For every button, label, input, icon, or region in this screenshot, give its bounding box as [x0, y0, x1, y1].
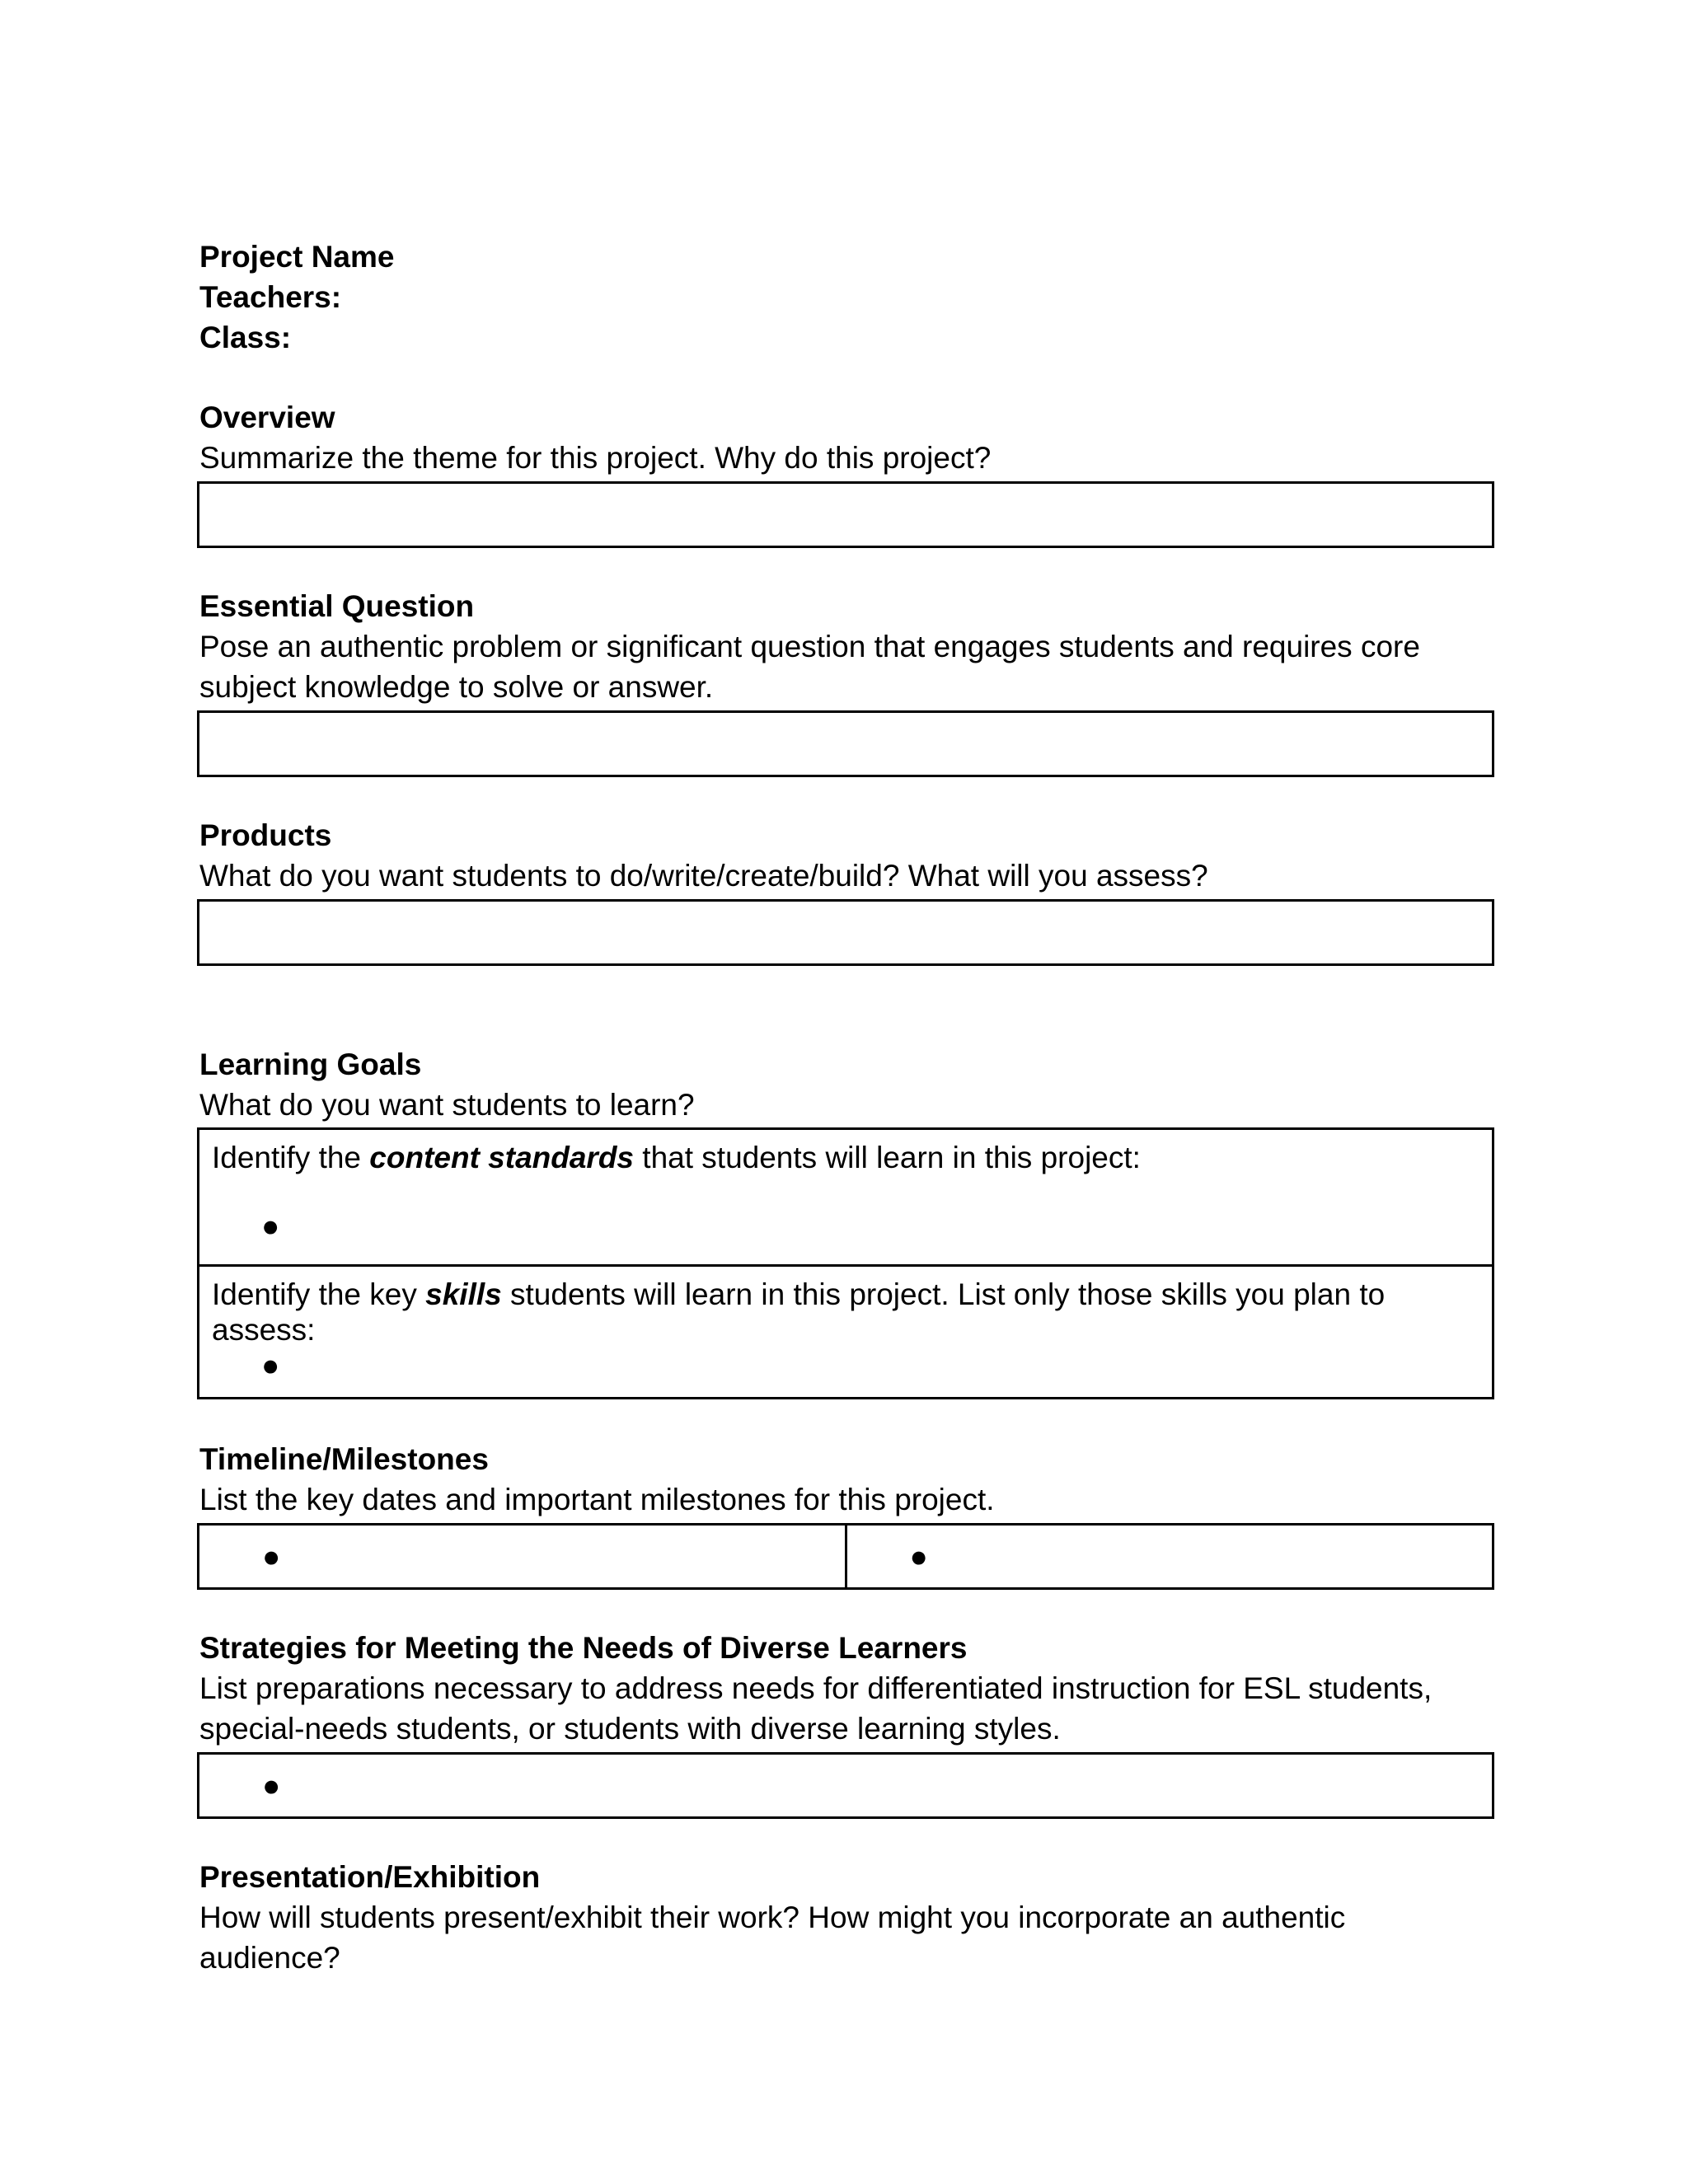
- timeline-description: List the key dates and important milestones for this project.: [199, 1483, 995, 1516]
- diverse-learners-title: Strategies for Meeting the Needs of Diverse Learners: [199, 1631, 968, 1665]
- timeline-bullet-right: ●: [909, 1540, 928, 1573]
- presentation-description: How will students present/exhibit their work? How might you incorporate an authentic audience?: [199, 1900, 1346, 1975]
- project-header: [199, 237, 1493, 358]
- essential-question-input-box[interactable]: [197, 710, 1494, 777]
- diverse-learners-input-box[interactable]: [197, 1752, 1494, 1819]
- diverse-learners-section: [199, 1628, 1493, 1819]
- document-page: [199, 237, 1493, 1978]
- essential-question-section: [199, 586, 1493, 777]
- timeline-table: [197, 1523, 1494, 1590]
- learning-goals-table: [197, 1127, 1494, 1399]
- essential-question-description-line1: Pose an authentic problem or significant question that engages students and requires core: [199, 630, 1420, 663]
- skills-suffix: students will learn in this project. List only those skills you plan to: [501, 1277, 1386, 1311]
- timeline-cell-right[interactable]: [845, 1526, 1493, 1587]
- learning-goals-section: [199, 1044, 1493, 1399]
- timeline-section: [199, 1439, 1493, 1590]
- diverse-learners-description-line1: List preparations necessary to address needs for differentiated instruction for ESL students,: [199, 1671, 1432, 1705]
- products-title: Products: [199, 818, 332, 852]
- presentation-title: Presentation/Exhibition: [199, 1860, 541, 1894]
- overview-description: Summarize the theme for this project. Why do this project?: [199, 441, 992, 475]
- content-standards-emphasis: content standards: [369, 1141, 635, 1174]
- skills-emphasis: skills: [425, 1277, 502, 1311]
- timeline-title: Timeline/Milestones: [199, 1442, 489, 1476]
- skills-prefix: Identify the key: [212, 1277, 426, 1311]
- learning-goals-title: Learning Goals: [199, 1047, 422, 1081]
- skills-prompt-line2: assess:: [212, 1313, 316, 1347]
- skills-cell[interactable]: [199, 1264, 1492, 1397]
- content-standards-prefix: Identify the: [212, 1141, 370, 1174]
- timeline-bullet-left: ●: [262, 1540, 281, 1573]
- essential-question-title: Essential Question: [199, 589, 475, 623]
- presentation-section: [199, 1857, 1493, 1978]
- overview-input-box[interactable]: [197, 481, 1494, 548]
- project-name-label: Project Name: [199, 240, 395, 274]
- timeline-cell-left[interactable]: [199, 1526, 845, 1587]
- products-input-box[interactable]: [197, 899, 1494, 966]
- content-standards-bullet: ●: [261, 1209, 280, 1243]
- diverse-learners-bullet: ●: [262, 1769, 281, 1802]
- content-standards-cell[interactable]: [199, 1130, 1492, 1264]
- diverse-learners-description-line2: special-needs students, or students with diverse learning styles.: [199, 1712, 1061, 1746]
- skills-bullet: ●: [261, 1348, 280, 1382]
- overview-section: [199, 397, 1493, 548]
- content-standards-prompt: [212, 1140, 1479, 1175]
- products-description: What do you want students to do/write/create/build? What will you assess?: [199, 859, 1208, 893]
- overview-title: Overview: [199, 401, 335, 434]
- class-label: Class:: [199, 321, 292, 354]
- content-standards-suffix: that students will learn in this project:: [634, 1141, 1141, 1174]
- skills-prompt: [212, 1277, 1479, 1312]
- essential-question-description-line2: subject knowledge to solve or answer.: [199, 670, 714, 704]
- products-section: [199, 815, 1493, 966]
- learning-goals-description: What do you want students to learn?: [199, 1088, 695, 1122]
- teachers-label: Teachers:: [199, 280, 342, 314]
